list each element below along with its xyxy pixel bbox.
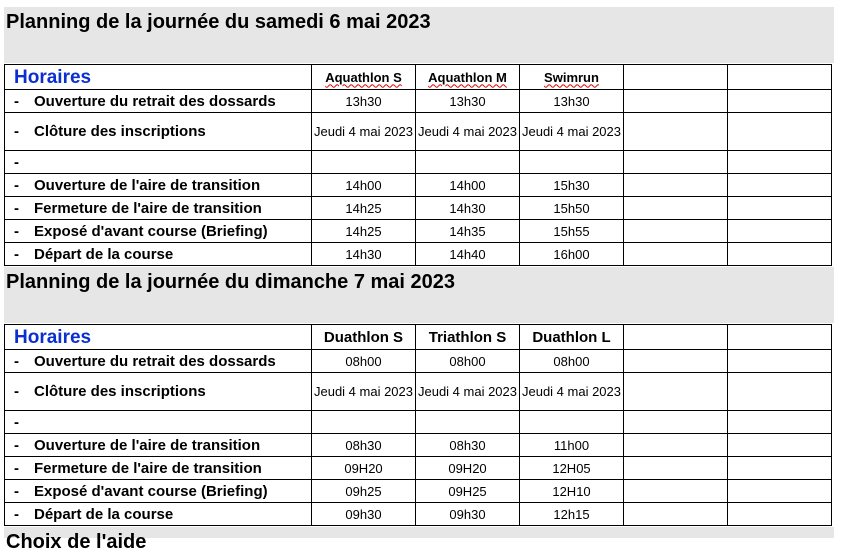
table-cell xyxy=(624,434,728,457)
table-cell xyxy=(520,411,624,434)
table-cell xyxy=(624,350,728,373)
table-cell: 12H10 xyxy=(520,480,624,503)
table-cell xyxy=(728,480,832,503)
table-cell xyxy=(624,174,728,197)
table-cell xyxy=(728,411,832,434)
horaires-header: Horaires xyxy=(5,325,312,350)
table-cell: 09H25 xyxy=(416,480,520,503)
table-cell xyxy=(624,90,728,113)
table-header-row xyxy=(5,325,832,350)
row-label: - Exposé d'avant course (Briefing) xyxy=(5,220,312,243)
table-row xyxy=(5,113,832,151)
table-row xyxy=(5,174,832,197)
table-cell xyxy=(624,243,728,266)
column-header: Swimrun xyxy=(520,65,624,90)
table-cell xyxy=(728,113,832,151)
table-cell: 15h55 xyxy=(520,220,624,243)
table-cell xyxy=(728,434,832,457)
row-label: - Ouverture de l'aire de transition xyxy=(5,174,312,197)
column-header xyxy=(728,325,832,350)
table-cell: 16h00 xyxy=(520,243,624,266)
row-label: - Ouverture de l'aire de transition xyxy=(5,434,312,457)
table-header-row xyxy=(5,65,832,90)
table-cell: 13h30 xyxy=(416,90,520,113)
row-label: - xyxy=(5,151,312,174)
table-cell: Jeudi 4 mai 2023 xyxy=(312,373,416,411)
table-cell xyxy=(728,457,832,480)
table-cell xyxy=(624,457,728,480)
table-cell: 08h30 xyxy=(416,434,520,457)
column-header xyxy=(624,325,728,350)
table-cell: 11h00 xyxy=(520,434,624,457)
table-cell: 14h30 xyxy=(312,243,416,266)
table-row xyxy=(5,197,832,220)
table-cell: 09h30 xyxy=(312,503,416,526)
column-header: Aquathlon M xyxy=(416,65,520,90)
saturday-schedule-table xyxy=(4,64,832,266)
row-label: - Exposé d'avant course (Briefing) xyxy=(5,480,312,503)
table-row xyxy=(5,220,832,243)
table-cell xyxy=(728,151,832,174)
table-cell: 08h00 xyxy=(416,350,520,373)
table-cell: Jeudi 4 mai 2023 xyxy=(416,373,520,411)
table-cell xyxy=(416,411,520,434)
table-cell: 14h35 xyxy=(416,220,520,243)
table-cell: 09h25 xyxy=(312,480,416,503)
table-cell: 08h00 xyxy=(520,350,624,373)
table-cell xyxy=(624,373,728,411)
table-cell xyxy=(624,503,728,526)
next-section-title: Choix de l'aide xyxy=(6,531,147,553)
column-header xyxy=(624,65,728,90)
table-cell xyxy=(520,151,624,174)
table-cell xyxy=(416,151,520,174)
table-row xyxy=(5,350,832,373)
table-cell xyxy=(728,350,832,373)
table-cell xyxy=(728,90,832,113)
table-cell xyxy=(624,220,728,243)
table-cell: 09H20 xyxy=(416,457,520,480)
sunday-title: Planning de la journée du dimanche 7 mai 2023 xyxy=(6,271,456,293)
table-cell xyxy=(312,151,416,174)
column-header: Duathlon S xyxy=(312,325,416,350)
table-cell: 15h50 xyxy=(520,197,624,220)
table-cell xyxy=(624,411,728,434)
table-cell xyxy=(624,151,728,174)
table-cell xyxy=(728,373,832,411)
table-cell: 14h40 xyxy=(416,243,520,266)
table-cell: 14h25 xyxy=(312,220,416,243)
row-label: - Ouverture du retrait des dossards xyxy=(5,350,312,373)
table-cell xyxy=(312,411,416,434)
horaires-header: Horaires xyxy=(5,65,312,90)
table-cell xyxy=(728,243,832,266)
table-cell xyxy=(624,480,728,503)
table-cell xyxy=(728,197,832,220)
table-row xyxy=(5,373,832,411)
row-label: - xyxy=(5,411,312,434)
column-header xyxy=(728,65,832,90)
table-row xyxy=(5,243,832,266)
table-cell xyxy=(624,113,728,151)
table-cell: 14h00 xyxy=(312,174,416,197)
table-cell: 13h30 xyxy=(312,90,416,113)
row-label: - Départ de la course xyxy=(5,503,312,526)
table-cell: 09h30 xyxy=(416,503,520,526)
saturday-title: Planning de la journée du samedi 6 mai 2023 xyxy=(6,11,431,33)
row-label: - Clôture des inscriptions xyxy=(5,113,312,151)
column-header: Triathlon S xyxy=(416,325,520,350)
table-cell xyxy=(728,503,832,526)
table-row xyxy=(5,151,832,174)
row-label: - Fermeture de l'aire de transition xyxy=(5,457,312,480)
table-cell: Jeudi 4 mai 2023 xyxy=(520,373,624,411)
table-row xyxy=(5,90,832,113)
table-cell: Jeudi 4 mai 2023 xyxy=(416,113,520,151)
table-row xyxy=(5,434,832,457)
table-row xyxy=(5,457,832,480)
table-cell: 09H20 xyxy=(312,457,416,480)
table-row xyxy=(5,480,832,503)
table-cell: Jeudi 4 mai 2023 xyxy=(312,113,416,151)
row-label: - Fermeture de l'aire de transition xyxy=(5,197,312,220)
column-header: Duathlon L xyxy=(520,325,624,350)
table-cell xyxy=(624,197,728,220)
table-cell: 14h30 xyxy=(416,197,520,220)
table-cell: 13h30 xyxy=(520,90,624,113)
row-label: - Ouverture du retrait des dossards xyxy=(5,90,312,113)
table-cell: 08h00 xyxy=(312,350,416,373)
table-cell: 08h30 xyxy=(312,434,416,457)
table-cell: 14h25 xyxy=(312,197,416,220)
table-cell: 15h30 xyxy=(520,174,624,197)
table-cell: Jeudi 4 mai 2023 xyxy=(520,113,624,151)
table-cell xyxy=(728,174,832,197)
table-row xyxy=(5,503,832,526)
table-cell: 14h00 xyxy=(416,174,520,197)
table-cell xyxy=(728,220,832,243)
sunday-schedule-table xyxy=(4,324,832,526)
row-label: - Départ de la course xyxy=(5,243,312,266)
table-cell: 12H05 xyxy=(520,457,624,480)
table-cell: 12h15 xyxy=(520,503,624,526)
table-row xyxy=(5,411,832,434)
row-label: - Clôture des inscriptions xyxy=(5,373,312,411)
column-header: Aquathlon S xyxy=(312,65,416,90)
